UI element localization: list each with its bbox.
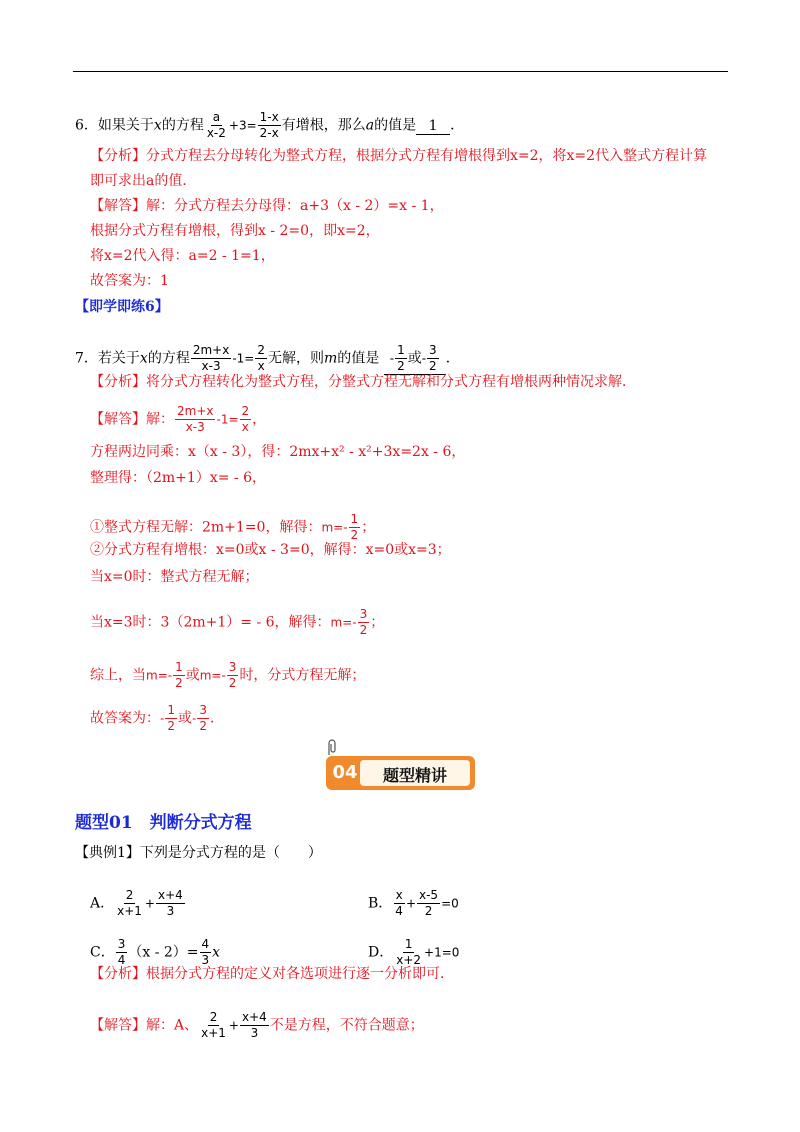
fraction-den: 2: [350, 528, 359, 542]
fraction: [205, 110, 228, 141]
fraction-num: 3: [228, 660, 237, 674]
comma: ，: [252, 411, 267, 428]
m-eq: m=-: [330, 615, 357, 630]
math-op: +3=: [228, 118, 257, 133]
var-x: x: [153, 117, 162, 134]
math-op: （x - 2）=: [128, 944, 199, 961]
q7-when3: [90, 607, 384, 638]
fraction: [191, 343, 231, 374]
ex1-analysis: 【分析】根据分式方程的定义对各选项进行逐一分析即可．: [90, 966, 454, 982]
fraction-den: x+1: [201, 1026, 226, 1040]
fraction: [165, 703, 177, 734]
minus-sign: -: [160, 711, 165, 726]
var-x: x: [139, 350, 148, 367]
fraction-den: x+1: [117, 904, 142, 918]
fraction-den: x-3: [201, 359, 221, 373]
fraction-num: 1: [350, 512, 359, 526]
fraction-den: 3: [166, 904, 175, 918]
fraction-den: 4: [117, 953, 126, 967]
math-op: -1=: [232, 351, 255, 366]
q6-analysis: 即可求出a的值．: [90, 173, 197, 189]
fraction-num: 2: [209, 1010, 218, 1024]
fraction-num: 1-x: [259, 110, 279, 124]
q7-stem-text: 的方程: [147, 350, 190, 367]
fraction-num: 3: [429, 343, 437, 357]
minus-sign: -: [389, 351, 395, 366]
or-word: 或: [407, 350, 422, 367]
minus-sign: -: [421, 351, 427, 366]
fraction-num: x+4: [241, 1010, 267, 1024]
fraction: [240, 1010, 269, 1041]
math-op: +: [405, 896, 416, 911]
fraction: [417, 888, 440, 919]
minus-sign: -: [191, 711, 197, 726]
fraction-den: 3: [201, 953, 210, 967]
fraction-num: 1: [397, 343, 405, 357]
q7-solution: [90, 404, 266, 435]
fraction-num: 1: [404, 937, 413, 951]
fraction-den: x-2: [206, 126, 226, 140]
fraction-num: x: [395, 888, 403, 902]
fraction: [427, 343, 439, 374]
q7-summary: [90, 660, 365, 691]
q6-analysis: 【分析】分式方程去分母转化为整式方程，根据分式方程有增根得到x=2，将x=2代入整式方程计算: [90, 148, 708, 164]
header-rule: [73, 71, 728, 72]
case-text: 当x=3时：3（2m+1）= - 6，解得：: [90, 614, 331, 631]
fraction: [349, 512, 361, 543]
fraction-den: 2: [175, 676, 183, 690]
var-x: x: [212, 944, 221, 961]
section-badge: [326, 756, 475, 790]
option-label: C．: [90, 944, 115, 961]
math-op: +: [144, 896, 155, 911]
q6-solution: 将x=2代入得：a=2 - 1=1，: [90, 248, 275, 264]
fraction-num: 1: [167, 703, 175, 717]
fraction-den: 2: [359, 623, 368, 637]
fraction-num: 4: [201, 937, 210, 951]
q7-solution: 方程两边同乘：x（x - 3），得：2mx+x² - x²+3x=2x - 6，: [90, 444, 466, 460]
fraction: [197, 703, 209, 734]
q7-case1: [90, 512, 375, 543]
math-op: +: [228, 1018, 239, 1033]
fraction-num: 1: [175, 660, 183, 674]
q6-stem-text: 6．如果关于: [75, 117, 154, 134]
fraction: [240, 404, 252, 435]
q7-stem-text: 无解，则: [267, 350, 324, 367]
fraction-den: x-3: [185, 420, 205, 434]
option-a: [90, 888, 186, 919]
sol-label: 【解答】解：A、: [90, 1017, 199, 1034]
fraction-den: 2-x: [259, 126, 279, 140]
fraction-den: x: [241, 420, 249, 434]
fraction-num: x-5: [419, 888, 439, 902]
final-label: 故答案为：: [90, 710, 160, 727]
period: ．: [450, 117, 465, 134]
fraction-num: 2m+x: [192, 343, 230, 357]
fraction: [175, 404, 215, 435]
ex1-solution: [90, 1010, 424, 1041]
case-text: ①整式方程无解：2m+1=0，解得：: [90, 519, 322, 536]
math-op: -1=: [216, 412, 239, 427]
fraction: [227, 660, 239, 691]
option-label: D．: [368, 944, 394, 961]
badge-number: 04: [332, 762, 358, 783]
case-text: 综上，当: [90, 667, 146, 684]
fraction-den: 2: [424, 904, 433, 918]
answer-blank: [384, 343, 446, 375]
badge-text: 题型精讲: [382, 766, 447, 785]
fraction: [395, 343, 407, 374]
q6-solution: 故答案为：1: [90, 273, 169, 289]
period: ．: [209, 710, 224, 727]
fraction-den: 3: [250, 1026, 259, 1040]
fraction-num: 2m+x: [177, 404, 214, 418]
fraction-num: 2: [241, 404, 250, 418]
fraction-num: x+4: [157, 888, 183, 902]
fraction-den: 2: [167, 719, 175, 733]
fraction: [115, 888, 144, 919]
ex1-stem: 【典例1】下列是分式方程的是（ ）: [75, 845, 322, 861]
q6-stem: [75, 110, 464, 141]
q6-stem-text: 有增根，那么: [281, 117, 366, 134]
fraction-num: 2: [125, 888, 134, 902]
q7-case2: ②分式方程有增根：x=0或x - 3=0，解得：x=0或x=3；: [90, 542, 451, 558]
q7-stem: [75, 343, 460, 375]
semicolon: ；: [361, 519, 376, 536]
option-label: A．: [90, 895, 115, 912]
or-word: 或: [185, 667, 200, 684]
fraction-num: 3: [359, 607, 368, 621]
case-text: 时，分式方程无解；: [239, 667, 366, 684]
section-title: 题型01 判断分式方程: [75, 813, 252, 833]
or-word: 或: [177, 710, 192, 727]
q7-when0: 当x=0时：整式方程无解；: [90, 569, 259, 585]
option-b: [368, 888, 459, 919]
fraction: [258, 110, 281, 141]
fraction-den: 4: [395, 904, 403, 918]
fraction: [255, 343, 267, 374]
fraction-den: 2: [429, 359, 437, 373]
fraction: [156, 888, 185, 919]
fraction-den: 2: [199, 719, 207, 733]
fraction-num: 2: [257, 343, 265, 357]
q7-solution: 整理得：（2m+1）x= - 6，: [90, 470, 266, 486]
semicolon: ；: [370, 614, 385, 631]
fraction-den: 2: [397, 359, 405, 373]
fraction-num: a: [212, 110, 221, 124]
m-eq: m=-: [321, 520, 348, 535]
q6-stem-text: 的方程: [161, 117, 204, 134]
var-a: a: [365, 117, 375, 134]
fraction-den: x: [257, 359, 265, 373]
fraction: [199, 1010, 228, 1041]
sol-text: 不是方程，不符合题意；: [269, 1017, 424, 1034]
fraction-den: 2: [228, 676, 237, 690]
practice-label: 【即学即练6】: [75, 299, 169, 315]
math-op: =0: [441, 896, 459, 911]
m-eq: m=-: [199, 668, 226, 683]
answer-blank: 1: [416, 118, 450, 135]
fraction: [393, 888, 405, 919]
var-m: m: [323, 350, 338, 367]
fraction-num: 3: [199, 703, 207, 717]
fraction-den: x+2: [396, 953, 422, 967]
fraction: [358, 607, 370, 638]
q7-stem-text: 7．若关于: [75, 350, 140, 367]
q7-final: [90, 703, 224, 734]
fraction: [173, 660, 185, 691]
q6-solution: 根据分式方程有增根，得到x - 2=0，即x=2，: [90, 223, 380, 239]
q6-solution: 【解答】解：分式方程去分母得：a+3（x - 2）=x - 1，: [90, 198, 444, 214]
option-label: B．: [368, 895, 393, 912]
period: ．: [445, 350, 460, 367]
q6-stem-text: 的值是: [374, 117, 417, 134]
q7-analysis: 【分析】将分式方程转化为整式方程，分整式方程无解和分式方程有增根两种情况求解．: [90, 374, 636, 390]
math-op: +1=0: [424, 945, 460, 960]
q7-stem-text: 的值是: [337, 350, 380, 367]
fraction-num: 3: [117, 937, 126, 951]
m-eq: m=-: [146, 668, 173, 683]
sol-label: 【解答】解：: [90, 411, 174, 428]
paperclip-icon: [325, 738, 337, 756]
